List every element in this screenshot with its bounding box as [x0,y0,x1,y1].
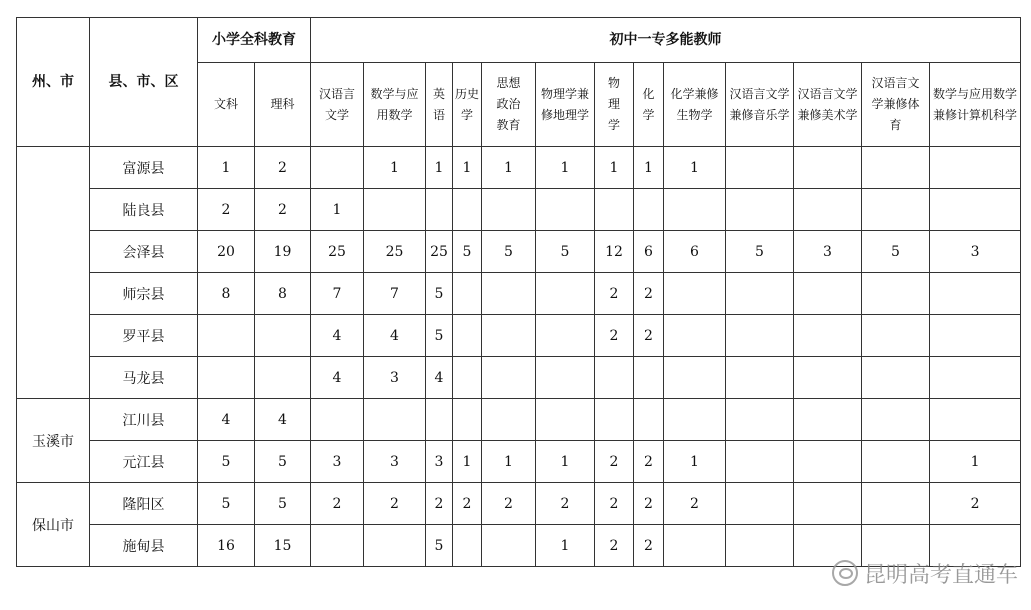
quota-cell [198,357,255,399]
quota-cell: 5 [862,231,930,273]
quota-cell: 2 [634,483,664,525]
quota-cell: 25 [364,231,426,273]
watermark [832,556,1027,590]
subject-header: 历史学 [453,63,482,147]
region-cell: 玉溪市 [17,399,90,483]
table-row [17,315,1021,357]
county-cell: 罗平县 [90,315,198,357]
quota-cell [453,525,482,567]
quota-cell [482,189,536,231]
quota-cell [726,189,794,231]
quota-cell [664,315,726,357]
subject-header: 化学 [634,63,664,147]
county-cell: 隆阳区 [90,483,198,525]
quota-cell: 3 [794,231,862,273]
quota-cell [664,525,726,567]
subject-header: 理科 [255,63,311,147]
quota-cell: 6 [664,231,726,273]
county-cell: 师宗县 [90,273,198,315]
quota-cell: 1 [536,147,595,189]
table-header [17,18,1021,147]
quota-cell: 2 [453,483,482,525]
quota-cell [255,315,311,357]
subject-header: 汉语言文学兼修美术学 [794,63,862,147]
county-cell: 富源县 [90,147,198,189]
quota-cell [726,315,794,357]
quota-cell: 2 [595,525,634,567]
quota-cell [930,273,1021,315]
quota-cell: 4 [364,315,426,357]
table-row [17,357,1021,399]
county-cell: 元江县 [90,441,198,483]
table-row [17,189,1021,231]
quota-cell [595,189,634,231]
subject-header: 英语 [426,63,453,147]
col-region-header: 州、市 [17,18,90,147]
quota-cell: 1 [426,147,453,189]
quota-cell: 8 [198,273,255,315]
quota-cell [536,399,595,441]
quota-cell: 5 [536,231,595,273]
quota-cell: 12 [595,231,634,273]
quota-cell: 1 [453,441,482,483]
table-row [17,399,1021,441]
quota-cell [930,399,1021,441]
subject-header: 思想政治教育 [482,63,536,147]
quota-cell: 16 [198,525,255,567]
quota-cell: 5 [726,231,794,273]
quota-cell [794,441,862,483]
quota-cell: 15 [255,525,311,567]
watermark-text: 昆明高考直通车 [864,562,1019,588]
quota-cell: 2 [634,273,664,315]
quota-cell [862,147,930,189]
quota-cell: 1 [634,147,664,189]
quota-cell [595,399,634,441]
quota-cell [930,189,1021,231]
quota-cell [664,357,726,399]
quota-cell [453,315,482,357]
quota-cell: 2 [255,147,311,189]
quota-cell: 2 [364,483,426,525]
quota-cell: 20 [198,231,255,273]
quota-cell: 5 [426,273,453,315]
quota-cell [862,315,930,357]
quota-cell: 2 [595,483,634,525]
subject-header: 数学与应用数学兼修计算机科学 [930,63,1021,147]
quota-cell: 19 [255,231,311,273]
quota-cell: 5 [482,231,536,273]
quota-cell: 1 [364,147,426,189]
quota-cell: 2 [482,483,536,525]
quota-cell: 1 [664,147,726,189]
quota-cell: 25 [426,231,453,273]
quota-cell: 1 [198,147,255,189]
quota-cell: 5 [255,441,311,483]
quota-cell: 1 [482,441,536,483]
quota-cell: 5 [426,525,453,567]
wechat-logo-icon [832,560,858,586]
quota-cell: 5 [198,483,255,525]
quota-cell [311,399,364,441]
quota-cell [482,315,536,357]
subject-header: 数学与应用数学 [364,63,426,147]
quota-cell [930,147,1021,189]
quota-cell: 4 [311,357,364,399]
subject-header: 物理学兼修地理学 [536,63,595,147]
quota-cell: 5 [198,441,255,483]
quota-cell [536,315,595,357]
quota-cell [726,441,794,483]
quota-cell [426,399,453,441]
quota-cell: 7 [364,273,426,315]
quota-cell [664,273,726,315]
quota-cell [311,525,364,567]
quota-cell: 4 [426,357,453,399]
subject-header: 文科 [198,63,255,147]
region-cell [17,147,90,399]
group-primary-header: 小学全科教育 [198,18,311,63]
quota-cell: 3 [311,441,364,483]
table-row [17,273,1021,315]
quota-cell [862,399,930,441]
subject-header: 物理学 [595,63,634,147]
quota-cell [536,189,595,231]
quota-cell: 5 [453,231,482,273]
county-cell: 施甸县 [90,525,198,567]
quota-cell: 2 [426,483,453,525]
quota-cell: 2 [930,483,1021,525]
quota-cell: 1 [453,147,482,189]
quota-cell [726,483,794,525]
quota-cell: 4 [198,399,255,441]
quota-cell [794,273,862,315]
quota-cell [726,525,794,567]
quota-cell: 1 [536,525,595,567]
quota-cell: 3 [426,441,453,483]
quota-cell: 2 [595,315,634,357]
quota-cell [862,483,930,525]
quota-cell: 2 [595,273,634,315]
quota-cell: 1 [664,441,726,483]
county-cell: 会泽县 [90,231,198,273]
quota-cell: 3 [364,441,426,483]
quota-cell: 8 [255,273,311,315]
quota-cell [930,315,1021,357]
quota-cell: 2 [311,483,364,525]
quota-cell: 2 [634,315,664,357]
quota-cell [862,441,930,483]
quota-cell [482,525,536,567]
quota-cell [664,399,726,441]
quota-cell [364,399,426,441]
quota-cell [482,357,536,399]
quota-cell [634,357,664,399]
quota-cell: 1 [930,441,1021,483]
table-row [17,231,1021,273]
quota-cell [726,147,794,189]
quota-cell [862,357,930,399]
quota-cell [482,399,536,441]
quota-cell [364,525,426,567]
quota-cell [364,189,426,231]
quota-cell: 4 [255,399,311,441]
quota-cell [794,357,862,399]
quota-cell [311,147,364,189]
quota-cell [930,357,1021,399]
quota-cell: 7 [311,273,364,315]
quota-cell [726,273,794,315]
quota-cell [794,147,862,189]
quota-cell [536,357,595,399]
quota-cell: 25 [311,231,364,273]
quota-cell [794,315,862,357]
quota-cell [426,189,453,231]
quota-cell [794,483,862,525]
quota-cell: 1 [595,147,634,189]
quota-cell [862,189,930,231]
quota-cell: 2 [664,483,726,525]
subject-header: 汉语言文学兼修体育 [862,63,930,147]
quota-cell [482,273,536,315]
quota-cell: 2 [634,441,664,483]
quota-cell: 5 [255,483,311,525]
quota-cell [453,357,482,399]
quota-cell: 2 [255,189,311,231]
subject-header: 化学兼修生物学 [664,63,726,147]
quota-cell: 1 [536,441,595,483]
quota-cell: 2 [595,441,634,483]
quota-cell: 3 [364,357,426,399]
table-row [17,441,1021,483]
county-cell: 陆良县 [90,189,198,231]
quota-cell: 5 [426,315,453,357]
quota-cell: 2 [536,483,595,525]
quota-table [16,17,1021,567]
quota-cell: 1 [311,189,364,231]
quota-cell [726,399,794,441]
quota-cell: 1 [482,147,536,189]
quota-cell [255,357,311,399]
quota-cell [453,399,482,441]
quota-cell [634,399,664,441]
table-row [17,147,1021,189]
quota-cell: 3 [930,231,1021,273]
group-junior-header: 初中一专多能教师 [311,18,1021,63]
quota-cell [794,189,862,231]
quota-cell [453,189,482,231]
quota-cell: 2 [634,525,664,567]
quota-cell: 2 [198,189,255,231]
quota-cell [664,189,726,231]
quota-cell [198,315,255,357]
table-row [17,483,1021,525]
quota-cell: 6 [634,231,664,273]
table-body [17,147,1021,567]
subject-header: 汉语言文学 [311,63,364,147]
quota-cell [634,189,664,231]
col-county-header: 县、市、区 [90,18,198,147]
subject-header: 汉语言文学兼修音乐学 [726,63,794,147]
county-cell: 江川县 [90,399,198,441]
quota-cell [726,357,794,399]
quota-cell [595,357,634,399]
region-cell: 保山市 [17,483,90,567]
quota-cell [453,273,482,315]
quota-cell [794,399,862,441]
quota-cell [862,273,930,315]
quota-cell [536,273,595,315]
quota-cell: 4 [311,315,364,357]
county-cell: 马龙县 [90,357,198,399]
